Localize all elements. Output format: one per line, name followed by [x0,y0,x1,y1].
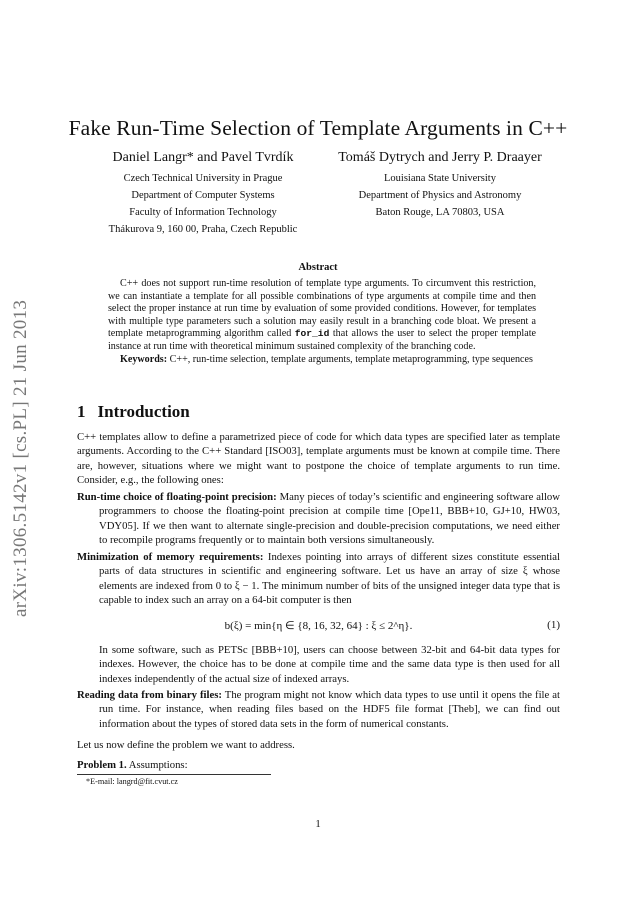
item-text: Many pieces of today’s scientific and engineering software allow programmers to choose the floating-point precision at compile time [Ope11, BBB+10, GJ+10, HW03, VDY05]. If we then want to alternate single-precision and double-precision computations, we need either to recompile programs frequently or to maintain both versions simultaneously. [99,491,560,546]
keywords [108,354,536,367]
paper-title: Fake Run-Time Selection of Template Arguments in C++ [68,116,568,140]
footnote: *E-mail: langrd@fit.cvut.cz [86,777,178,786]
affiliation-line: Faculty of Information Technology [129,207,277,218]
author-names-left: Daniel Langr* and Pavel Tvrdík [112,150,294,165]
item-label: Minimization of memory requirements: [77,551,264,563]
item-text: The program might not know which data types to use until it opens the file at run time. For instance, when reading files based on the HDF5 file format [Theb], we can find out information about the types of stored data sets in the form of numerical constants. [99,689,560,730]
page-number: 1 [315,818,321,830]
code-identifier: for_id [294,328,330,340]
section-title: Introduction [97,402,190,421]
description-item [77,688,560,731]
section-number: 1 [77,402,86,421]
affiliation-line: Department of Computer Systems [131,190,275,201]
problem-intro: Let us now define the problem we want to address. [77,739,295,751]
abstract-text: C++ does not support run-time resolution of template type arguments. To circumvent this restriction, we can instantiate a template for all possible combinations of type arguments at compile time and then select the proper instance at run time by evaluation of some provided conditions. However, for templates with multiple type parameters such a solution may easily result in a branching code bloat. We present a template metaprogramming algorithm called [108,278,536,340]
author-block-left [88,150,318,238]
abstract-text-cont: that allows the user to select the proper template instance at run time with theoretical minimum sustained complexity of the branching code. [108,328,536,352]
abstract-heading: Abstract [298,262,338,273]
keywords-label: Keywords: [120,353,168,365]
problem-text: Assumptions: [128,759,188,771]
item-text: Indexes pointing into arrays of different sizes constitute essential parts of data structures in scientific and engineering software. Let us have an array of size ξ whose elements are indexed from 0 to ξ − 1. The minimum number of bits of the unsigned integer data type that is capable to index such an array on a 64-bit computer is then [99,551,560,606]
arxiv-identifier: arXiv:1306.5142v1 [cs.PL] 21 Jun 2013 [10,299,31,617]
section-heading [77,402,190,422]
author-names-right: Tomáš Dytrych and Jerry P. Draayer [338,150,542,165]
description-item [77,490,560,547]
item-label: Reading data from binary files: [77,689,222,701]
description-item [77,550,560,607]
affiliation-line: Czech Technical University in Prague [123,173,283,184]
intro-paragraph: C++ templates allow to define a parametrized piece of code for which data types are specified later as template arguments. According to the C++ Standard [ISO03], template arguments must be known at compile time. There are, however, situations where we might want to postpone the choice of template arguments to run time. Consider, e.g., the following ones: [77,431,560,486]
affiliation-line: Baton Rouge, LA 70803, USA [375,207,505,218]
keywords-list: C++, run-time selection, template arguments, template metaprogramming, type sequences [169,353,533,365]
abstract-body [108,278,536,366]
affiliation-line: Louisiana State University [384,173,496,184]
author-block-right [310,150,570,221]
item-label: Run-time choice of floating-point precision: [77,491,277,503]
footnote-rule [77,774,271,775]
affiliation-line: Department of Physics and Astronomy [358,190,522,201]
abstract-paragraph [108,278,536,354]
description-item-continuation: In some software, such as PETSc [BBB+10], users can choose between 32-bit and 64-bit data types for indexes. However, the choice has to be done at compile time and the same data type is then used for all indexes independently of the actual size of indexed arrays. [99,644,560,685]
problem-label: Problem 1. [77,759,127,771]
equation-number: (1) [547,619,560,631]
equation-body: b(ξ) = min{η ∈ {8, 16, 32, 64} : ξ ≤ 2^η}. [224,620,413,632]
affiliation-line: Thákurova 9, 160 00, Praha, Czech Republic [108,224,298,235]
problem-statement [77,758,560,772]
